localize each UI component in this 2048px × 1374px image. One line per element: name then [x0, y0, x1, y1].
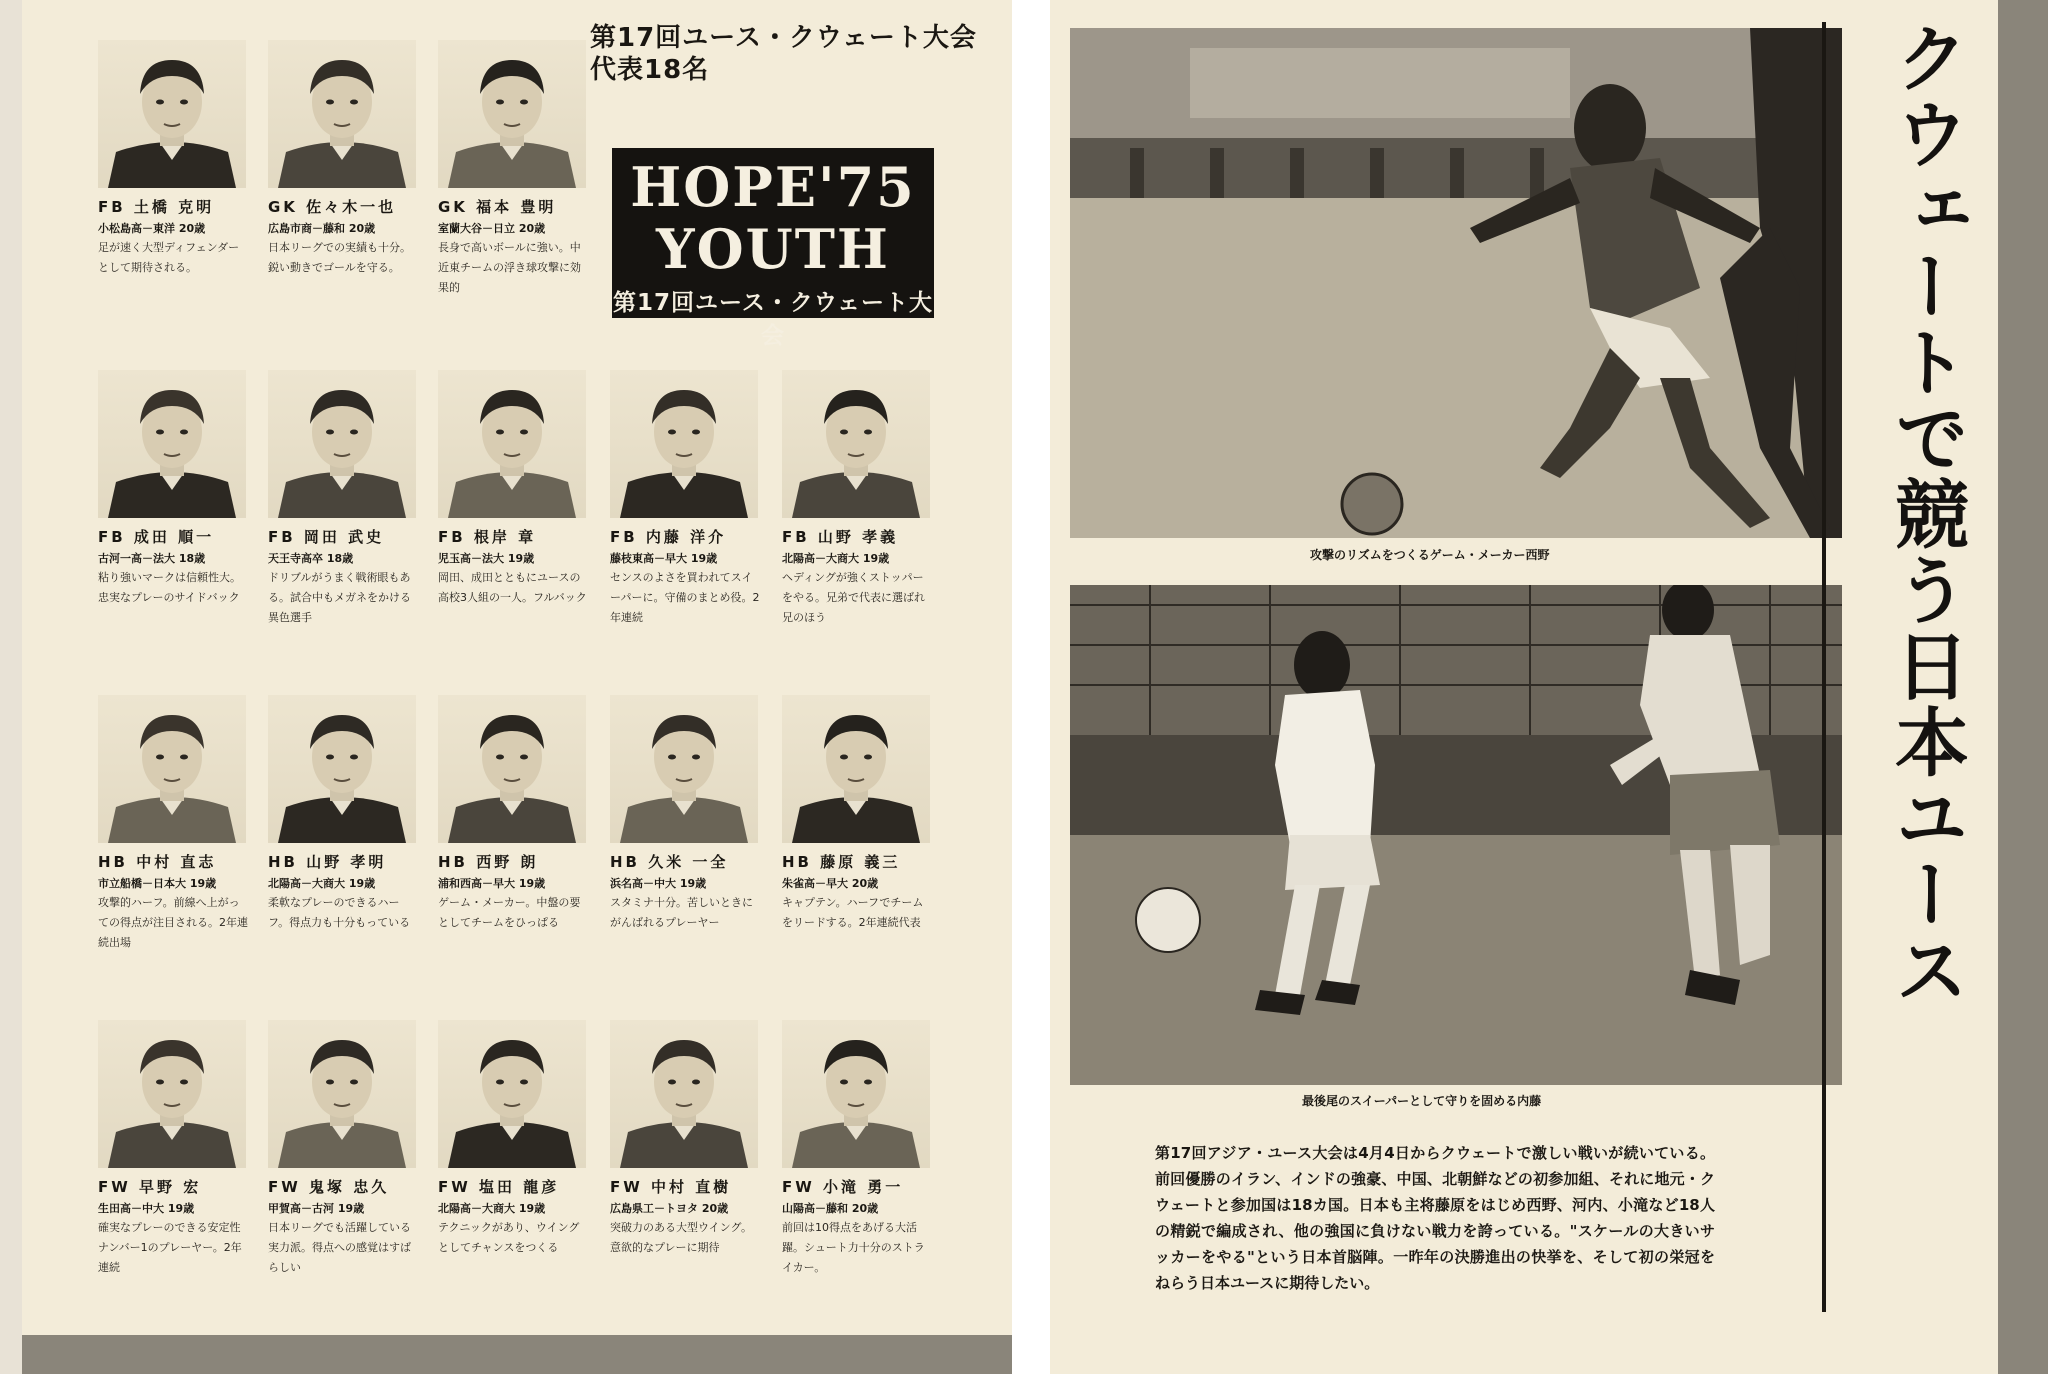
player-school-age: 北陽高－大商大 19歳	[438, 1202, 546, 1215]
player-photo	[438, 370, 586, 518]
player-description: キャプテン。ハーフでチームをリードする。2年連続代表	[782, 896, 924, 929]
player-name: HB 藤原 義三	[782, 853, 901, 871]
player-name: HB 久米 一全	[610, 853, 729, 871]
player-photo	[610, 370, 758, 518]
player-name: FB 岡田 武史	[268, 528, 385, 546]
player-description: 攻撃的ハーフ。前線へ上がっての得点が注目される。2年連続出場	[98, 896, 248, 949]
player-card	[782, 1020, 942, 1298]
player-description: 足が速く大型ディフェンダーとして期待される。	[98, 241, 240, 274]
player-name: FW 鬼塚 忠久	[268, 1178, 390, 1196]
player-card	[98, 370, 258, 648]
article-title-vertical: クウェートで競う日本ユース	[1883, 20, 1969, 1008]
player-description: 粘り強いマークは信頼性大。忠実なプレーのサイドバック	[98, 571, 241, 604]
player-name: HB 西野 朗	[438, 853, 539, 871]
player-school-age: 朱雀高－早大 20歳	[782, 877, 879, 890]
player-photo	[610, 1020, 758, 1168]
player-photo	[268, 695, 416, 843]
player-card	[268, 370, 428, 648]
squad-count: 代表18名	[590, 55, 710, 85]
player-name: HB 中村 直志	[98, 853, 217, 871]
player-school-age: 浦和西高－早大 19歳	[438, 877, 546, 890]
player-description: 柔軟なプレーのできるハーフ。得点力も十分もっている	[268, 896, 411, 929]
player-description: ゲーム・メーカー。中盤の要としてチームをひっぱる	[438, 896, 581, 929]
player-name: HB 山野 孝明	[268, 853, 387, 871]
player-name: FB 内藤 洋介	[610, 528, 727, 546]
player-card	[268, 695, 428, 973]
player-description: テクニックがあり、ウイングとしてチャンスをつくる	[438, 1221, 580, 1254]
player-name: FW 小滝 勇一	[782, 1178, 904, 1196]
player-school-age: 北陽高－大商大 19歳	[782, 552, 890, 565]
player-description: 岡田、成田とともにユースの高校3人組の一人。フルバック	[438, 571, 587, 604]
hope-subtitle: 第17回ユース・クウェート大会	[613, 290, 933, 349]
player-school-age: 甲賀高－古河 19歳	[268, 1202, 365, 1215]
title-rule	[1822, 22, 1826, 1312]
tournament-title: 第17回ユース・クウェート大会	[590, 23, 977, 53]
caption-top-photo: 攻撃のリズムをつくるゲーム・メーカー西野	[1310, 548, 1550, 562]
player-photo	[438, 695, 586, 843]
player-description: 日本リーグでの実績も十分。鋭い動きでゴールを守る。	[268, 241, 411, 274]
player-card	[268, 1020, 428, 1298]
player-name: FW 中村 直樹	[610, 1178, 732, 1196]
player-card	[782, 370, 942, 648]
player-name: FW 早野 宏	[98, 1178, 202, 1196]
player-name: FB 根岸 章	[438, 528, 537, 546]
player-school-age: 浜名高－中大 19歳	[610, 877, 707, 890]
hope-75-youth-box	[612, 148, 934, 349]
hope-title: HOPE'75	[630, 155, 916, 219]
player-description: ドリブルがうまく戦術眼もある。試合中もメガネをかける異色選手	[268, 571, 411, 624]
player-photo	[98, 370, 246, 518]
player-card	[98, 40, 258, 318]
player-school-age: 藤枝東高－早大 19歳	[610, 552, 718, 565]
player-card	[610, 1020, 770, 1298]
photo-naito-action	[1070, 585, 1842, 1085]
player-school-age: 天王寺高卒 18歳	[268, 552, 354, 565]
player-school-age: 山陽高－藤和 20歳	[782, 1202, 879, 1215]
caption-bottom-photo: 最後尾のスイーパーとして守りを固める内藤	[1302, 1094, 1542, 1108]
player-name: GK 福本 豊明	[438, 198, 557, 216]
player-card	[610, 695, 770, 973]
player-photo	[268, 40, 416, 188]
player-card	[610, 370, 770, 648]
player-description: 日本リーグでも活躍している実力派。得点への感覚はすばらしい	[268, 1221, 411, 1274]
player-card	[98, 1020, 258, 1298]
player-description: センスのよさを買われてスイーパーに。守備のまとめ役。2年連続	[610, 571, 760, 624]
tournament-header	[590, 22, 977, 86]
page-gutter	[1012, 0, 1050, 1374]
player-photo	[782, 1020, 930, 1168]
player-name: GK 佐々木一也	[268, 198, 397, 216]
player-school-age: 北陽高－大商大 19歳	[268, 877, 376, 890]
player-school-age: 児玉高－法大 19歳	[438, 552, 535, 565]
player-school-age: 室蘭大谷－日立 20歳	[438, 222, 546, 235]
player-card	[438, 695, 598, 973]
player-school-age: 広島県工－トヨタ 20歳	[610, 1202, 729, 1215]
player-photo	[98, 695, 246, 843]
player-photo	[98, 1020, 246, 1168]
player-photo	[610, 695, 758, 843]
scan-edge-left	[0, 0, 22, 1374]
player-card	[98, 695, 258, 973]
player-photo	[98, 40, 246, 188]
player-photo	[438, 40, 586, 188]
player-description: 確実なプレーのできる安定性ナンバー1のプレーヤー。2年連続	[98, 1221, 242, 1274]
player-photo	[268, 370, 416, 518]
photo-nishino-action	[1070, 28, 1842, 538]
player-name: FB 土橋 克明	[98, 198, 215, 216]
player-name: FB 成田 順一	[98, 528, 215, 546]
player-description: スタミナ十分。苦しいときにがんばれるプレーヤー	[610, 896, 753, 929]
player-school-age: 市立船橋－日本大 19歳	[98, 877, 217, 890]
player-name: FW 塩田 龍彦	[438, 1178, 560, 1196]
player-photo	[782, 370, 930, 518]
player-photo	[782, 695, 930, 843]
player-school-age: 小松島高－東洋 20歳	[98, 222, 206, 235]
player-description: 突破力のある大型ウイング。意欲的なプレーに期待	[610, 1221, 753, 1254]
player-card	[268, 40, 428, 318]
player-description: 前回は10得点をあげる大活躍。シュート力十分のストライカー。	[782, 1221, 925, 1274]
player-card	[782, 695, 942, 973]
player-description: 長身で高いボールに強い。中近東チームの浮き球攻撃に効果的	[438, 241, 581, 294]
player-school-age: 広島市商－藤和 20歳	[268, 222, 376, 235]
player-school-age: 古河一高－法大 18歳	[98, 552, 206, 565]
player-card	[438, 370, 598, 648]
player-card	[438, 40, 598, 318]
player-photo	[438, 1020, 586, 1168]
player-school-age: 生田高－中大 19歳	[98, 1202, 195, 1215]
article-lead: 第17回アジア・ユース大会は4月4日からクウェートで激しい戦いが続いている。前回優勝のイラン、インドの強豪、中国、北朝鮮などの初参加組、それに地元・クウェートと参加国は18カ国。日本も主将藤原をはじめ西野、河内、小滝など18人の精鋭で編成され、他の強国に負けない戦力を誇っている。"スケールの大きいサッカーをやる"という日本首脳陣。一昨年の決勝進出の快挙を、そして初の栄冠をねらう日本ユースに期待したい。	[1155, 1144, 1715, 1292]
player-name: FB 山野 孝義	[782, 528, 899, 546]
player-photo	[268, 1020, 416, 1168]
youth-title: YOUTH	[656, 217, 890, 281]
player-description: ヘディングが強くストッパーをやる。兄弟で代表に選ばれ兄のほう	[782, 571, 925, 624]
player-card	[438, 1020, 598, 1298]
